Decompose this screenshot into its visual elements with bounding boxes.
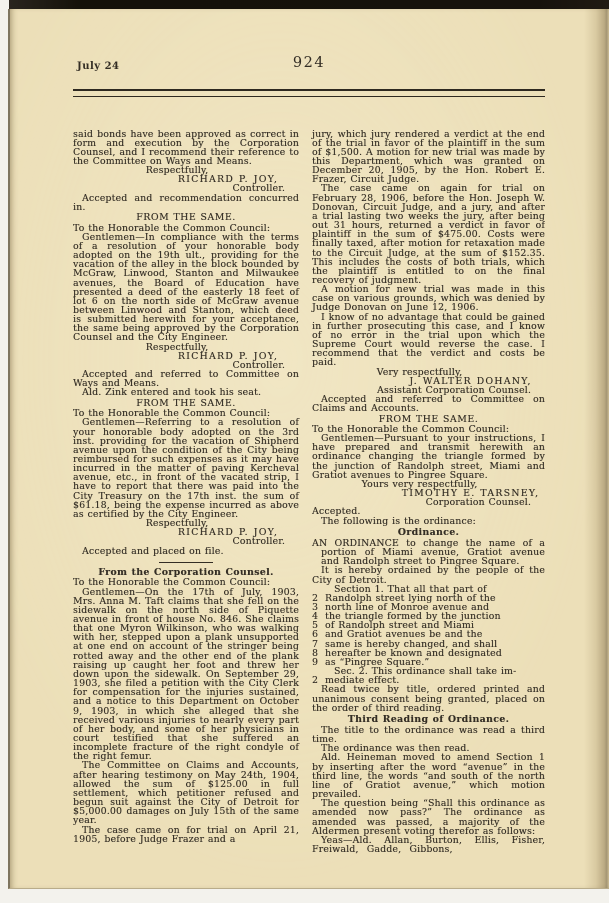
paragraph: To the Honorable the Common Council: [73, 222, 271, 234]
line-number: 4 [312, 611, 319, 623]
paragraph: The case came on again for trial on February 28, 1906, before the Hon. Joseph W. Donovan, Circuit Judge, and a jury, and after a trial lasting two weeks the jury, after being out 31 hours, returned a verdict in favor of plaintiff in the sum of $475.00. Costs were finally taxed, after motion for retaxation made to the Circuit Judge, at the sum of $152.35. This includes the costs of both trials, which the plaintiff is entitled to on the final recovery of judgment. [312, 183, 545, 286]
signoff-title: Controller. [232, 183, 285, 195]
paragraph: Accepted and referred to Committee on Ways and Means. [73, 369, 299, 390]
ordinance-line: 9 as “Pingree Square.” [312, 656, 430, 668]
paragraph: The following is the ordinance: [321, 515, 476, 527]
paragraph: Ald. Zink entered and took his seat. [82, 387, 262, 399]
paragraph: Accepted. [312, 506, 361, 518]
line-number: 3 [312, 601, 319, 613]
ordinance-line: 6 and Gratiot avenues be and the [312, 629, 483, 641]
left-column [73, 130, 299, 882]
signature-block [312, 480, 545, 507]
paragraph: AN ORDINANCE to change the name of a portion of Miami avenue, Gratiot avenue and Randolph street to Pingree Square. [312, 537, 545, 568]
page-header [73, 55, 545, 73]
section-heading: FROM THE SAME. [136, 398, 236, 410]
line-number: 5 [312, 620, 319, 632]
section-heading-bold: Third Reading of Ordinance. [347, 714, 510, 726]
ordinance-line: 5 of Randolph street and Miami [312, 620, 475, 632]
line-number: 2 [312, 675, 319, 687]
paragraph: Gentlemen—Referring to a resolution of your honorable body adopted on the 3rd inst. providing for the vacation of Shipherd avenue upon the condition of the City being reimbursed for such expenses as it may have incurred in the matter of paving Kercheval avenue, etc., in front of the vacated strip, I have to report that there was paid into the City Treasury on the 17th inst. the sum of $61.18, being the expense incurred as above as certified by the City Engineer. [73, 417, 299, 520]
paragraph: I know of no advantage that could be gained in further prosecuting this case, and I know of no error in the trial upon which the Supreme Court would reverse the case. I recommend that the verdict and costs be paid. [312, 311, 545, 369]
paragraph: The case came on for trial on April 21, 1905, before Judge Frazer and a [73, 824, 299, 845]
signoff-title: Controller. [232, 536, 285, 548]
signoff-closing: Yours very respectfully, [361, 478, 478, 490]
section-heading: FROM THE SAME. [378, 413, 479, 425]
signature-block [73, 166, 299, 193]
line-number: 6 [312, 629, 319, 641]
paragraph: The title to the ordinance was read a third time. [312, 725, 545, 746]
line-number: 8 [312, 647, 319, 659]
paragraph: Ald. Heineman moved to amend Section 1 by inserting after the word “avenue” in the third line, the words “and south of the north line of Gratiot avenue,” which motion prevailed. [312, 752, 545, 801]
signoff-title: Assistant Corporation Counsel. [377, 384, 531, 396]
paragraph: Accepted and placed on file. [82, 545, 224, 557]
ordinance-line: 8 hereafter be known and designated [312, 647, 502, 659]
section-divider-rule [159, 562, 213, 563]
ordinance-line: Section 1. That all that part of [312, 585, 545, 594]
signoff-name: RICHARD P. JOY, [177, 350, 279, 362]
signoff-closing: Respectfully, [145, 341, 209, 353]
signoff-title: Controller. [232, 359, 285, 371]
paragraph: Accepted and recommendation concurred in. [73, 192, 299, 213]
ordinance-line: Sec. 2. This ordinance shall take im- [312, 667, 545, 676]
paragraph: The Committee on Claims and Accounts, after hearing testimony on May 24th, 1904, allowed the sum of $125.00 in full settlement, which petitioner refused and begun suit against the City of Detroit for $5,000.00 damages on July 15th of the same year. [73, 760, 299, 827]
signoff-closing: Respectfully, [145, 518, 209, 530]
ordinance-line: 7 same is hereby changed, and shall [312, 638, 498, 650]
paragraph: The ordinance was then read. [321, 743, 470, 755]
header-date: July 24 [77, 61, 120, 72]
paragraph: Accepted and referred to Committee on Claims and Accounts. [312, 394, 545, 415]
line-number: 9 [312, 656, 319, 668]
section-heading: FROM THE SAME. [136, 212, 236, 224]
page-number: 924 [292, 55, 326, 71]
ordinance-numbered-lines [312, 585, 545, 686]
page-content [73, 55, 545, 882]
paragraph: To the Honorable the Common Council: [73, 577, 271, 589]
ordinance-line: 4 the triangle formed by the junction [312, 611, 501, 623]
paragraph: Yeas—Ald. Allan, Burton, Ellis, Fisher, Freiwald, Gadde, Gibbons, [312, 834, 545, 856]
paragraph: To the Honorable the Common Council: [73, 408, 271, 420]
document-page [8, 9, 609, 889]
ordinance-line: 2 mediate effect. [312, 675, 400, 687]
paragraph: Gentlemen—Pursuant to your instructions, I have prepared and transmit herewith an ordinance changing the triangle formed by the junction of Randolph street, Miami and Gratiot avenues to Pingree Square. [312, 433, 545, 481]
paragraph: To the Honorable the Common Council: [312, 424, 510, 435]
right-column [312, 130, 545, 882]
line-number: 7 [312, 638, 319, 650]
signoff-name: RICHARD P. JOY, [177, 174, 279, 186]
paragraph: Read twice by title, ordered printed and unanimous consent being granted, placed on the order of third reading. [312, 684, 545, 714]
paragraph: said bonds have been approved as correct in form and execution by the Corporation Counsel, and I recommend their reference to the Committee on Ways and Means. [73, 129, 299, 167]
paragraph: jury, which jury rendered a verdict at the end of the trial in favor of the plaintiff in the sum of $1,500. A motion for new trial was made by this Department, which was granted on December 20, 1905, by the Hon. Robert E. Frazer, Circuit Judge. [312, 129, 545, 186]
signoff-closing: Very respectfully, [376, 366, 463, 378]
signature-block [312, 368, 545, 395]
paragraph: The question being “Shall this ordinance as amended now pass?” The ordinance as amended was passed, a majority of the Aldermen present voting therefor as follows: [312, 798, 545, 837]
header-rule [73, 89, 545, 97]
signature-block [73, 343, 299, 370]
signoff-name: J. WALTER DOHANY, [409, 375, 532, 387]
line-number: 2 [312, 592, 319, 604]
ordinance-line: 2 Randolph street lying north of the [312, 592, 496, 604]
signoff-name: RICHARD P. JOY, [177, 527, 279, 539]
signature-block [73, 519, 299, 546]
text-columns [73, 130, 545, 882]
paragraph: Gentlemen—On the 17th of July, 1903, Mrs. Anna M. Taft claims that she fell on the sidewalk on the north side of Piquette avenue in front of house No. 846. She claims that one Myron Wilkinson, who was walking with her, stepped upon a plank unsupported at one end on account of the stringer being rotted away and the other end of the plank raising up caught her foot and threw her down upon the sidewalk. On September 29, 1903, she filed a petition with the City Clerk for compensation for the injuries sustained, and a notice to this Department on October 9, 1903, in which she alleged that she received various injuries to nearly every part of her body, and some of her physicians in court testified that she suffered an incomplete fracture of the right condyle of the right femur. [73, 586, 299, 763]
paragraph: It is hereby ordained by the people of the City of Detroit. [312, 565, 545, 586]
signoff-name: TIMOTHY E. TARSNEY, [401, 488, 540, 500]
section-heading-bold: From the Corporation Counsel. [98, 566, 274, 578]
signoff-closing: Respectfully, [145, 165, 209, 177]
paragraph: Gentlemen—In compliance with the terms of a resolution of your honorable body adopted on the 19th ult., providing for the vacation of the alley in the block bounded by McGraw, Linwood, Stanton and Milwaukee avenues, the Board of Education have presented a deed of the easterly 18 feet of lot 6 on the north side of McGraw avenue between Linwood and Stanton, which deed is submitted herewith for your acceptance, the same being approved by the Corporation Counsel and the City Engineer. [73, 231, 299, 344]
section-heading-bold: Ordinance. [397, 527, 460, 539]
ordinance-line: 3 north line of Monroe avenue and [312, 601, 490, 613]
paragraph: A motion for new trial was made in this case on various grounds, which was denied by Judge Donovan on June 12, 1906. [312, 284, 545, 314]
signoff-title: Corporation Counsel. [425, 497, 531, 509]
